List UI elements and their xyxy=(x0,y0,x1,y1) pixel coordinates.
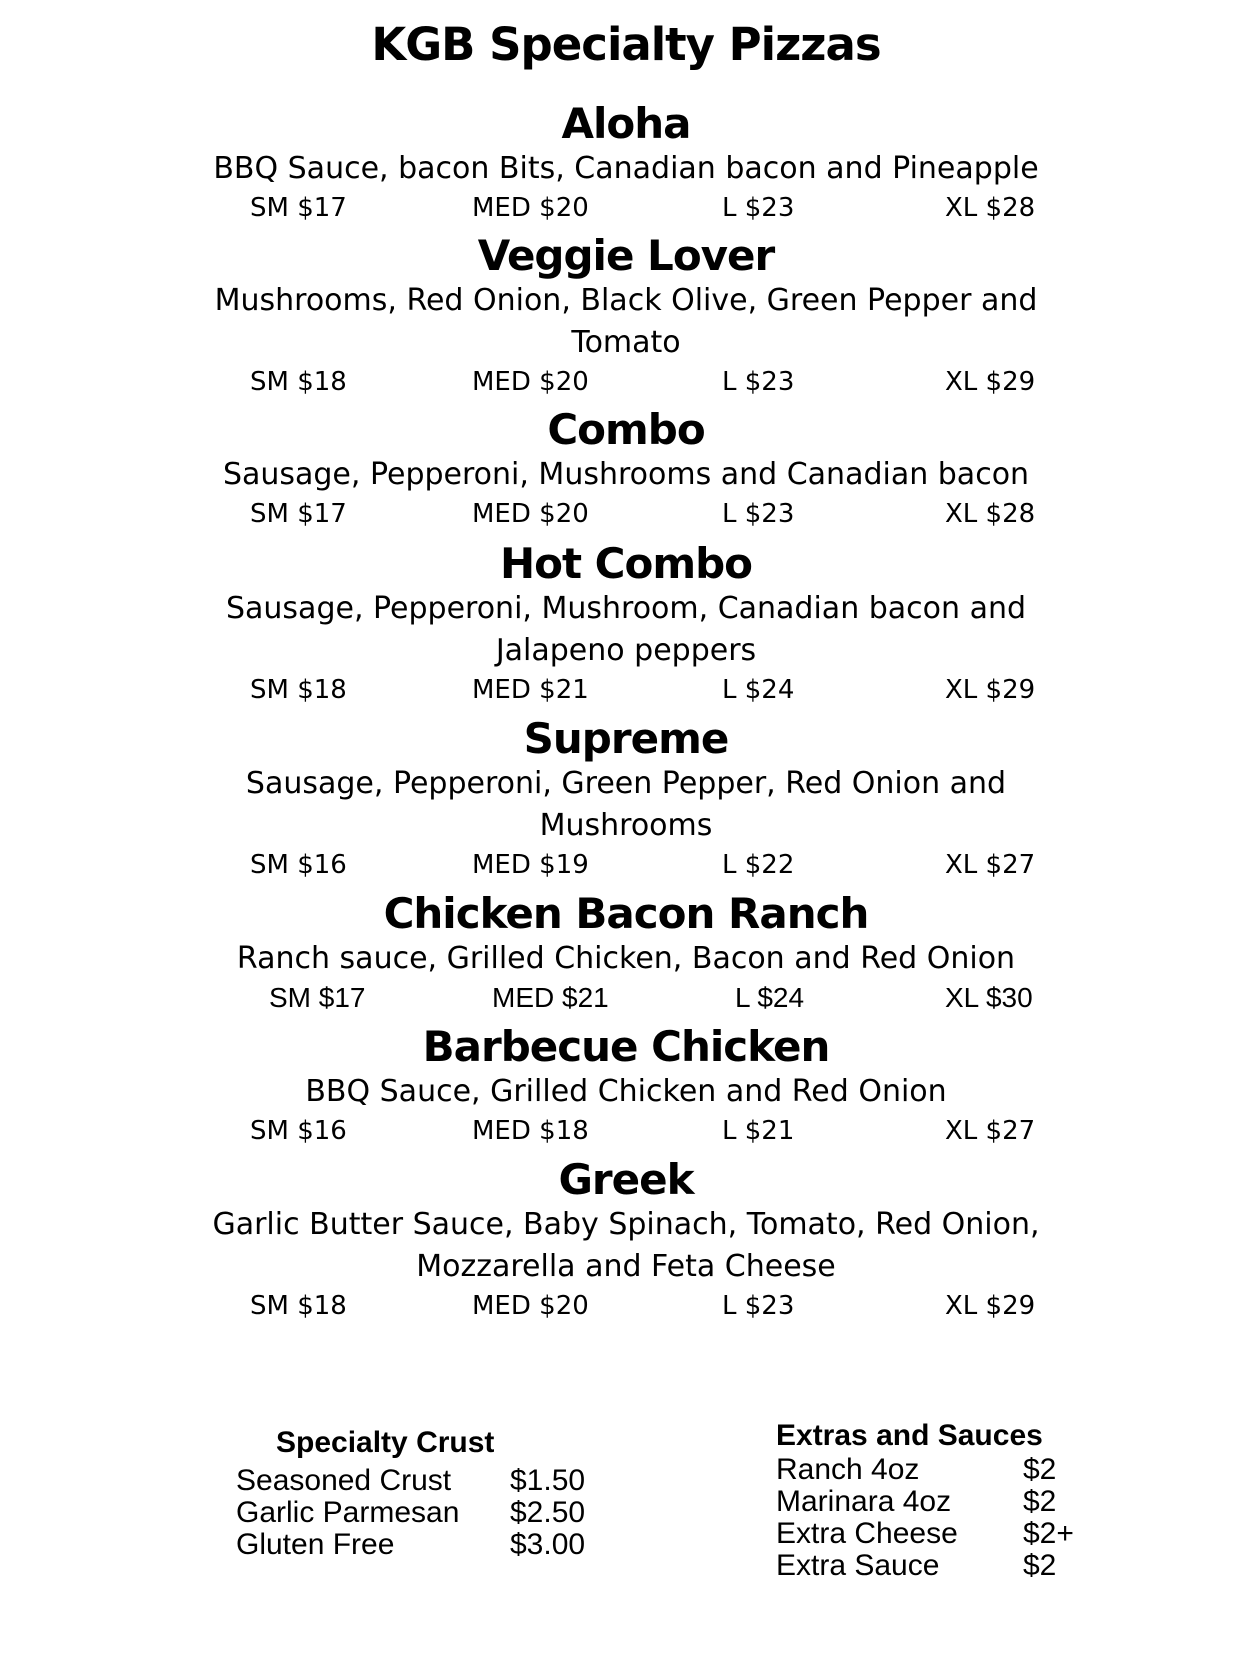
pizza-name: Hot Combo xyxy=(499,539,753,588)
price-med: MED $20 xyxy=(472,193,589,223)
item-label: Marinara 4oz xyxy=(776,1485,952,1518)
price-xl: XL $28 xyxy=(945,193,1036,223)
pizza-prices xyxy=(0,190,1252,226)
pizza-prices xyxy=(0,1288,1252,1324)
item-price: $2 xyxy=(1023,1453,1057,1486)
price-sm: SM $18 xyxy=(250,675,347,705)
price-l: L $23 xyxy=(722,499,795,529)
pizza-veggie-lover xyxy=(0,232,1252,400)
price-xl: XL $29 xyxy=(945,1291,1036,1321)
price-sm: SM $17 xyxy=(250,193,347,223)
price-l: L $23 xyxy=(722,1291,795,1321)
pizza-name: Combo xyxy=(547,405,705,454)
price-xl: XL $29 xyxy=(945,367,1036,397)
pizza-description: Sausage, Pepperoni, Mushrooms and Canadian bacon xyxy=(222,457,1030,492)
pizza-description: Sausage, Pepperoni, Mushroom, Canadian bacon and Jalapeno peppers xyxy=(225,591,1027,668)
pizza-description: Sausage, Pepperoni, Green Pepper, Red Onion and Mushrooms xyxy=(245,766,1007,843)
item-label: Extra Sauce xyxy=(776,1549,940,1582)
pizza-name: Supreme xyxy=(523,714,729,763)
pizza-description: BBQ Sauce, bacon Bits, Canadian bacon and Pineapple xyxy=(213,151,1039,186)
pizza-description: Mushrooms, Red Onion, Black Olive, Green Pepper and Tomato xyxy=(214,283,1038,360)
list-item xyxy=(236,1497,636,1529)
item-price: $2 xyxy=(1023,1485,1057,1518)
pizza-chicken-bacon-ranch xyxy=(0,890,1252,1016)
extras-title: Extras and Sauces xyxy=(776,1419,1043,1452)
item-label: Extra Cheese xyxy=(776,1517,958,1550)
specialty-crust-section xyxy=(236,1425,636,1561)
item-label: Ranch 4oz xyxy=(776,1453,920,1486)
price-l: L $24 xyxy=(722,675,795,705)
price-med: MED $21 xyxy=(492,982,609,1013)
price-med: MED $20 xyxy=(472,1291,589,1321)
pizza-description: Garlic Butter Sauce, Baby Spinach, Tomato, Red Onion, Mozzarella and Feta Cheese xyxy=(212,1207,1040,1284)
list-item xyxy=(776,1454,1106,1486)
price-sm: SM $16 xyxy=(250,850,347,880)
menu-title: KGB Specialty Pizzas xyxy=(371,18,881,71)
pizza-prices xyxy=(0,980,1252,1016)
pizza-prices xyxy=(0,1113,1252,1149)
item-price: $3.00 xyxy=(510,1528,586,1561)
item-price: $2 xyxy=(1023,1549,1057,1582)
pizza-name: Aloha xyxy=(561,99,691,148)
price-med: MED $18 xyxy=(472,1116,589,1146)
pizza-prices xyxy=(0,364,1252,400)
price-l: L $24 xyxy=(735,982,805,1013)
price-l: L $23 xyxy=(722,193,795,223)
pizza-supreme xyxy=(0,715,1252,883)
list-item xyxy=(776,1550,1106,1582)
item-price: $2.50 xyxy=(510,1496,586,1529)
price-med: MED $20 xyxy=(472,367,589,397)
price-sm: SM $16 xyxy=(250,1116,347,1146)
pizza-prices xyxy=(0,847,1252,883)
list-item xyxy=(776,1486,1106,1518)
price-sm: SM $18 xyxy=(250,1291,347,1321)
pizza-name: Chicken Bacon Ranch xyxy=(383,889,869,938)
pizza-name: Barbecue Chicken xyxy=(422,1022,830,1071)
price-xl: XL $30 xyxy=(945,982,1033,1013)
pizza-name: Veggie Lover xyxy=(477,231,775,280)
price-xl: XL $28 xyxy=(945,499,1036,529)
pizza-barbecue-chicken xyxy=(0,1023,1252,1149)
list-item xyxy=(236,1465,636,1497)
list-item xyxy=(776,1518,1106,1550)
pizza-hot-combo xyxy=(0,540,1252,708)
price-med: MED $21 xyxy=(472,675,589,705)
price-l: L $23 xyxy=(722,367,795,397)
price-l: L $22 xyxy=(722,850,795,880)
price-med: MED $19 xyxy=(472,850,589,880)
item-label: Seasoned Crust xyxy=(236,1464,452,1497)
price-sm: SM $18 xyxy=(250,367,347,397)
pizza-prices xyxy=(0,496,1252,532)
extras-section xyxy=(776,1418,1106,1582)
pizza-greek xyxy=(0,1156,1252,1324)
pizza-combo xyxy=(0,406,1252,532)
price-sm: SM $17 xyxy=(250,499,347,529)
price-xl: XL $27 xyxy=(945,850,1036,880)
pizza-name: Greek xyxy=(558,1155,694,1204)
price-xl: XL $29 xyxy=(945,675,1036,705)
item-label: Gluten Free xyxy=(236,1528,395,1561)
price-l: L $21 xyxy=(722,1116,795,1146)
price-med: MED $20 xyxy=(472,499,589,529)
list-item xyxy=(236,1529,636,1561)
price-xl: XL $27 xyxy=(945,1116,1036,1146)
pizza-description: Ranch sauce, Grilled Chicken, Bacon and Red Onion xyxy=(236,941,1016,976)
price-sm: SM $17 xyxy=(269,982,366,1013)
specialty-crust-title: Specialty Crust xyxy=(276,1426,495,1459)
pizza-aloha xyxy=(0,100,1252,226)
item-label: Garlic Parmesan xyxy=(236,1496,460,1529)
pizza-description: BBQ Sauce, Grilled Chicken and Red Onion xyxy=(305,1074,947,1109)
item-price: $2+ xyxy=(1023,1517,1074,1550)
item-price: $1.50 xyxy=(510,1464,586,1497)
pizza-prices xyxy=(0,672,1252,708)
